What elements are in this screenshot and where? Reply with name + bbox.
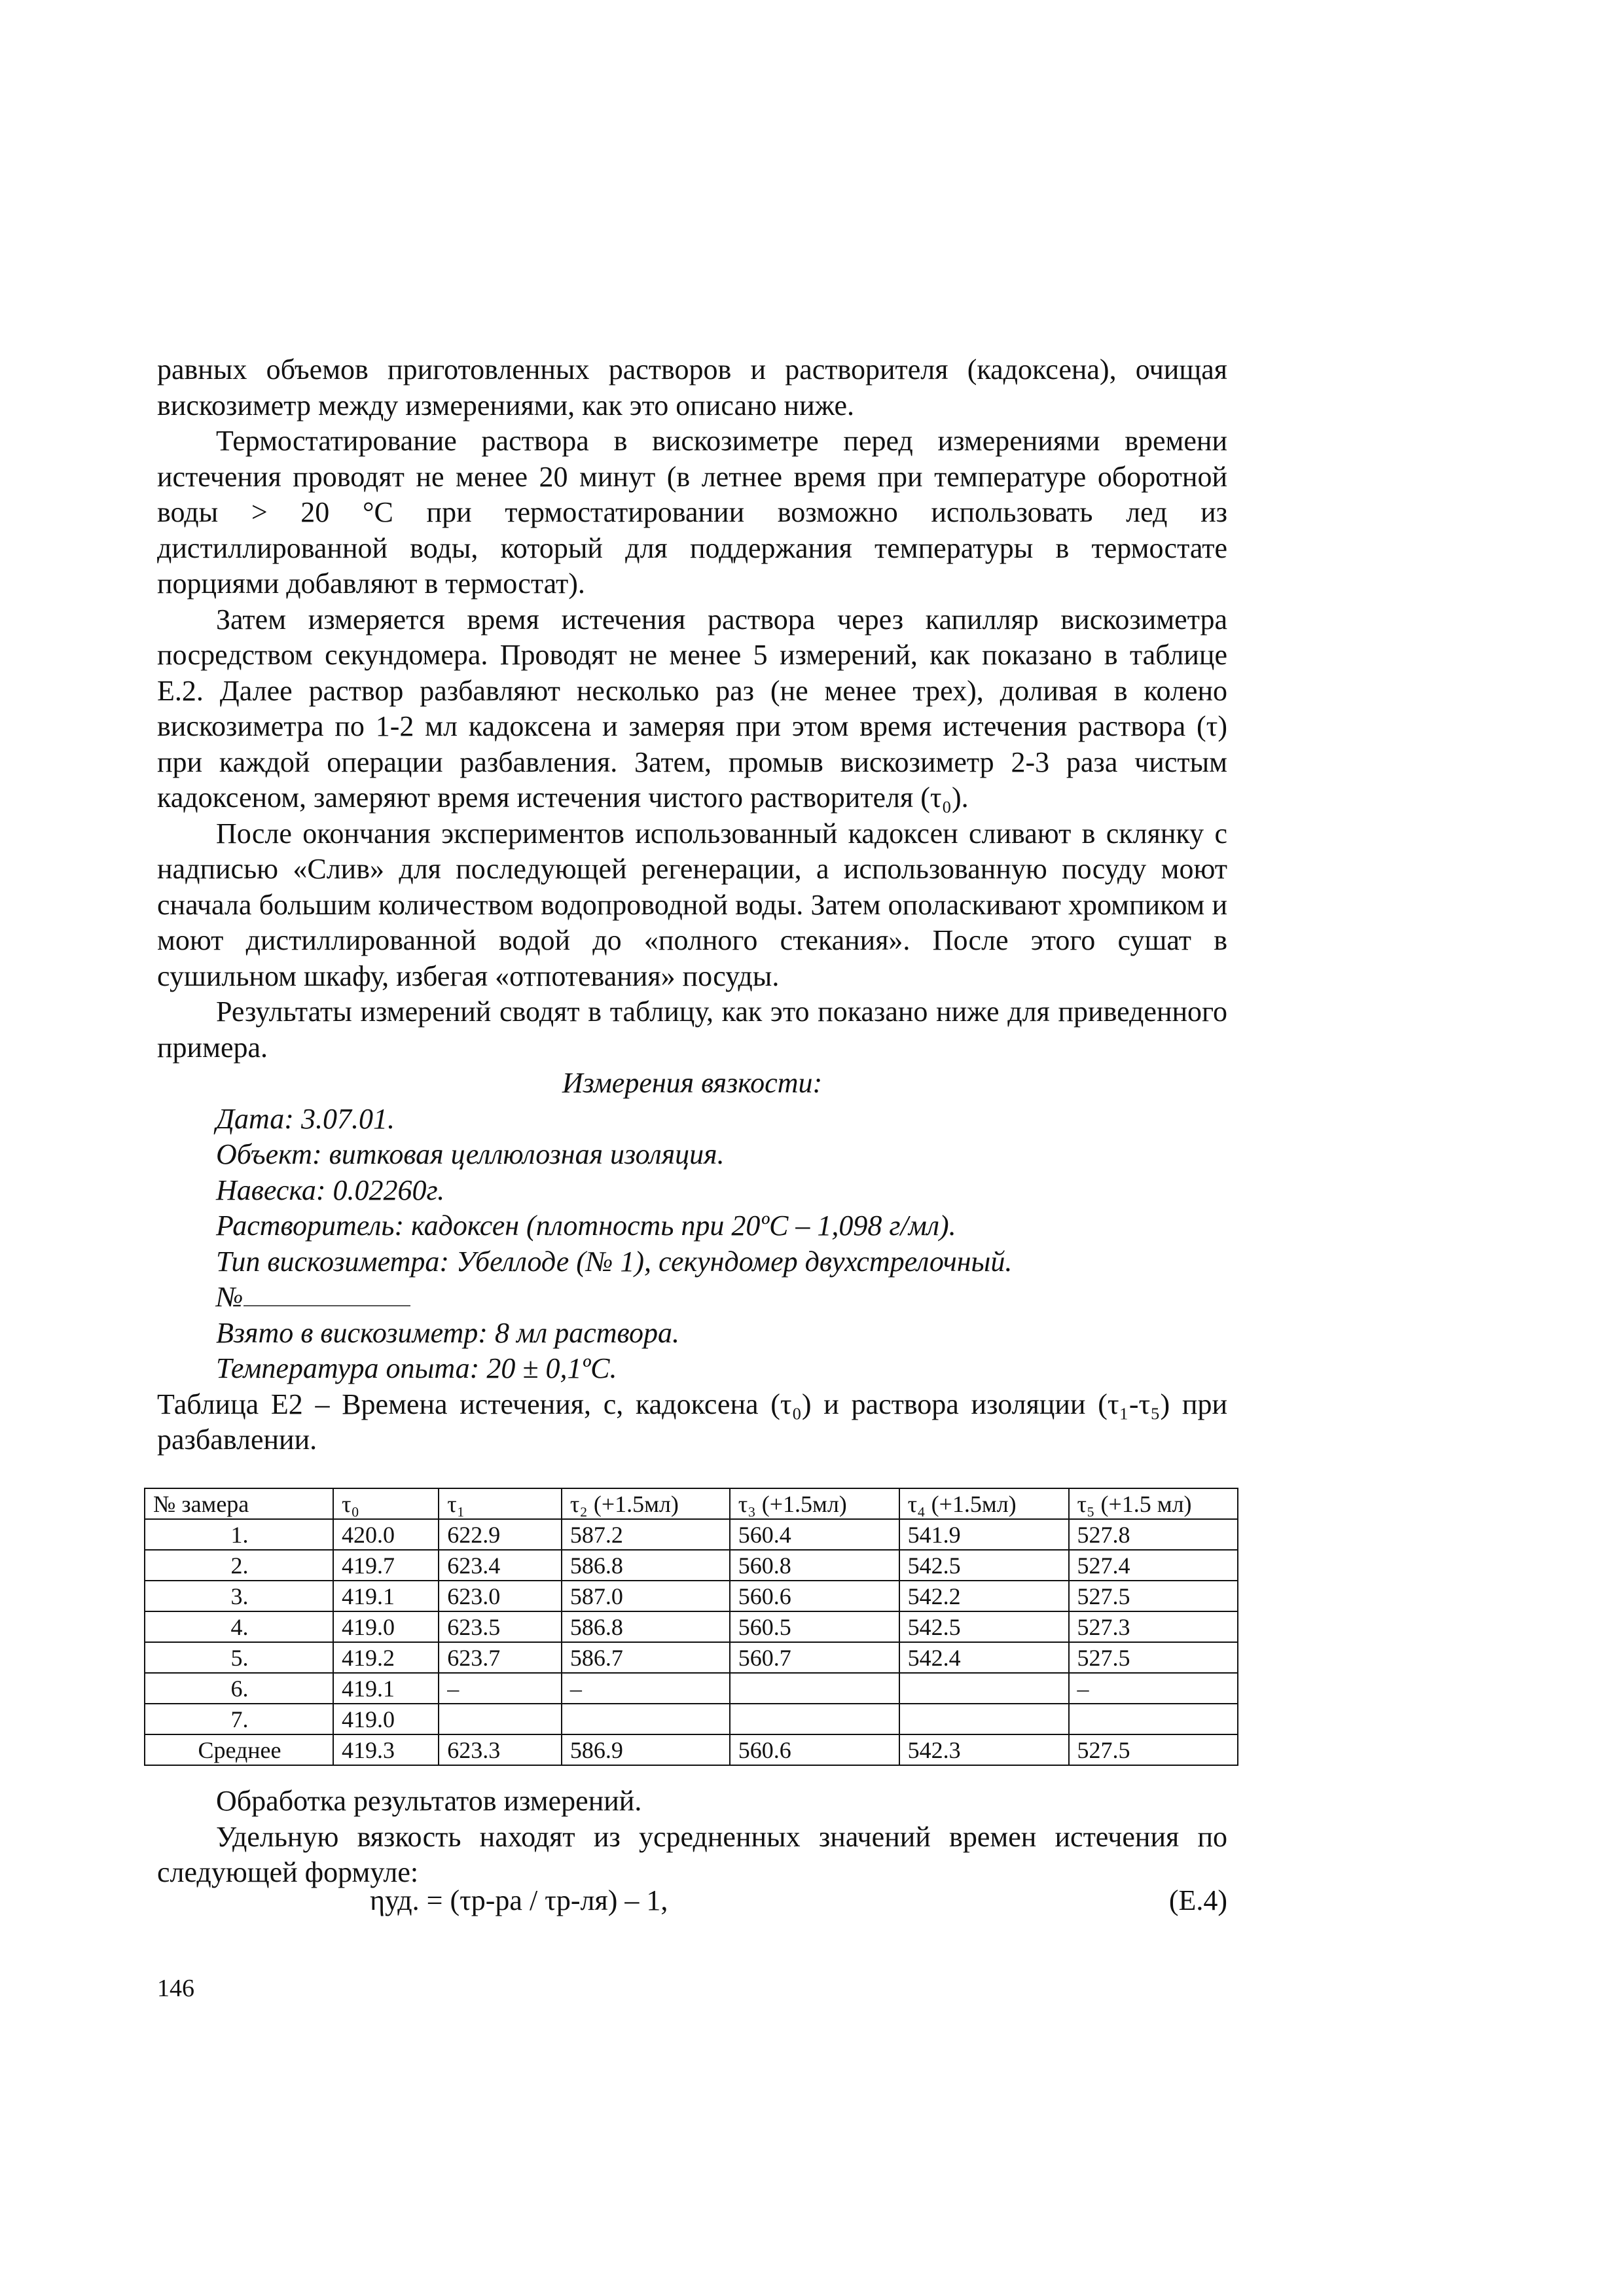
table-cell [899,1704,1069,1734]
measurement-heading: Измерения вязкости: [562,1067,823,1099]
measurement-taken: Взято в вискозиметр: 8 мл раствора. [216,1316,680,1349]
table-cell: 587.2 [562,1519,730,1550]
table-cell: 586.7 [562,1642,730,1673]
table-row [145,1642,1238,1673]
table-cell: – [1069,1673,1238,1704]
table-row-average [145,1734,1238,1765]
paragraph-4: После окончания экспериментов использованный кадоксен сливают в склянку с надписью «Слив» для последующей регенерации, а использованную посуду моют сначала большим количеством водопроводной воды. Затем ополаскивают хромпиком и моют дистиллированной водой до «полного стекания». После этого сушат в сушильном шкафу, избегая «отпотевания» посуды. [157,817,1227,992]
paragraph-2: Термостатирование раствора в вискозиметре перед измерениями времени истечения проводят не менее 20 минут (в летнее время при температуре оборотной воды > 20 °С при термостатировании возможно использовать лед из дистиллированной воды, который для поддержания температуры в термостате порциями добавляют в термостат). [157,425,1227,600]
table-cell [730,1704,899,1734]
table-cell: 541.9 [899,1519,1069,1550]
table-cell: 560.5 [730,1611,899,1642]
header-cell: τ₃ (+1.5мл) [730,1488,899,1519]
paragraph-3: Затем измеряется время истечения раствора через капилляр вискозиметра посредством секундомера. Проводят не менее 5 измерений, как показано в таблице Е.2. Далее раствор разбавляют несколько раз (не менее трех), доливая в колено вискозиметра по 1-2 мл кадоксена и замеряя при этом время истечения раствора (τ) при каждой операции разбавления. Затем, промыв вискозиметр 2-3 раза чистым кадоксеном, замеряют время истечения чистого растворителя (τ₀). [157,603,1227,814]
blank-line [244,1280,410,1306]
table-cell: 623.5 [439,1611,562,1642]
table-row [145,1673,1238,1704]
table-cell [439,1704,562,1734]
table-cell: 527.3 [1069,1611,1238,1642]
table-row [145,1581,1238,1611]
table-cell: 419.1 [333,1581,439,1611]
formula-line [157,1884,1227,1923]
table-cell: 542.5 [899,1550,1069,1581]
formula-number: (Е.4) [1168,1884,1227,1916]
measurement-date: Дата: 3.07.01. [216,1102,395,1135]
table-cell: 560.7 [730,1642,899,1673]
table-cell [730,1673,899,1704]
table-cell: 623.4 [439,1550,562,1581]
table-row [145,1550,1238,1581]
processing-heading: Обработка результатов измерений. [216,1785,642,1817]
table-cell: 623.0 [439,1581,562,1611]
formula-expression: ηуд. = (τр-ра / τр-ля) – 1, [370,1884,668,1916]
table-cell: 560.6 [730,1734,899,1765]
table-cell: 623.7 [439,1642,562,1673]
table-cell: 3. [145,1581,333,1611]
table-cell: 420.0 [333,1519,439,1550]
measurement-number [157,1280,1227,1316]
header-cell: № замера [145,1488,333,1519]
table-caption: Таблица Е2 – Времена истечения, с, кадоксена (τ₀) и раствора изоляции (τ₁-τ₅) при разбавлении. [157,1388,1227,1456]
table-cell: 527.8 [1069,1519,1238,1550]
table-cell: 419.7 [333,1550,439,1581]
number-label: № [216,1281,244,1313]
header-cell: τ₂ (+1.5мл) [562,1488,730,1519]
paragraph-5: Результаты измерений сводят в таблицу, как это показано ниже для приведенного примера. [157,996,1227,1064]
table-cell: 419.3 [333,1734,439,1765]
table-cell: 5. [145,1642,333,1673]
table-cell: 7. [145,1704,333,1734]
body-text-bottom [157,1784,1227,1891]
paragraph-1: равных объемов приготовленных растворов и растворителя (кадоксена), очищая вискозиметр между измерениями, как это описано ниже. [157,353,1227,422]
table-cell: 542.3 [899,1734,1069,1765]
table-cell: 622.9 [439,1519,562,1550]
table-cell: 1. [145,1519,333,1550]
measurement-solvent: Растворитель: кадоксен (плотность при 20ºС – 1,098 г/мл). [216,1210,956,1242]
table-cell: 623.3 [439,1734,562,1765]
table-cell: 419.0 [333,1704,439,1734]
table-row [145,1519,1238,1550]
table-cell: 586.9 [562,1734,730,1765]
table-cell: 586.8 [562,1611,730,1642]
measurement-sample: Навеска: 0.02260г. [216,1174,445,1206]
table-cell: 560.6 [730,1581,899,1611]
table-cell: 527.5 [1069,1642,1238,1673]
table-cell: 419.1 [333,1673,439,1704]
table-row [145,1704,1238,1734]
processing-text: Удельную вязкость находят из усредненных значений времен истечения по следующей формуле: [157,1820,1227,1888]
page-number: 146 [157,1975,194,2002]
table-cell: 6. [145,1673,333,1704]
header-cell: τ₀ [333,1488,439,1519]
table-cell: – [562,1673,730,1704]
flow-time-table [144,1488,1238,1766]
table-cell: 542.4 [899,1642,1069,1673]
table-cell [899,1673,1069,1704]
table-cell: Среднее [145,1734,333,1765]
table-cell: 542.2 [899,1581,1069,1611]
table-cell: 527.4 [1069,1550,1238,1581]
measurement-viscometer: Тип вискозиметра: Убеллоде (№ 1), секундомер двухстрелочный. [216,1245,1013,1278]
table-cell: 560.8 [730,1550,899,1581]
table-cell: 586.8 [562,1550,730,1581]
table-cell: 419.0 [333,1611,439,1642]
table-cell: 2. [145,1550,333,1581]
table-header-row [145,1488,1238,1519]
table-cell: 419.2 [333,1642,439,1673]
table-cell: 560.4 [730,1519,899,1550]
table-cell: 542.5 [899,1611,1069,1642]
header-cell: τ₁ [439,1488,562,1519]
table-cell: – [439,1673,562,1704]
table-row [145,1611,1238,1642]
measurement-object: Объект: витковая целлюлозная изоляция. [216,1138,725,1170]
header-cell: τ₄ (+1.5мл) [899,1488,1069,1519]
table-cell: 527.5 [1069,1734,1238,1765]
body-text-top [157,352,1227,1458]
table-cell [562,1704,730,1734]
table-cell: 587.0 [562,1581,730,1611]
table-cell [1069,1704,1238,1734]
header-cell: τ₅ (+1.5 мл) [1069,1488,1238,1519]
measurement-temperature: Температура опыта: 20 ± 0,1ºС. [216,1352,617,1384]
table-cell: 527.5 [1069,1581,1238,1611]
table-cell: 4. [145,1611,333,1642]
